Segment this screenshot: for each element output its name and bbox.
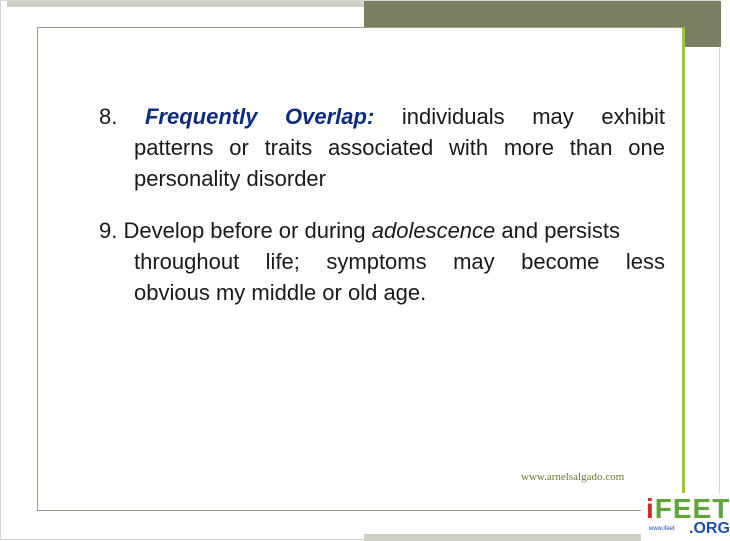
logo-website: www.ifeet <box>649 526 675 532</box>
list-item-8-line-2: patterns or traits associated with more than one <box>134 135 665 160</box>
logo-wordmark-rest: FEET <box>654 493 730 524</box>
list-item-8-line-1-text: individuals may exhibit <box>374 104 665 129</box>
list-item-9-line-1-post: and persists <box>495 218 621 243</box>
list-item-8-heading: Frequently Overlap: <box>144 104 375 129</box>
top-left-rule <box>7 1 364 7</box>
ifeet-logo <box>641 493 730 541</box>
list-item-8-line-1 <box>99 101 665 132</box>
list-item-9 <box>99 215 665 308</box>
list-item-8-line-3: personality disorder <box>134 166 326 191</box>
source-credit: www.arnelsalgado.com <box>521 471 625 483</box>
list-item-9-line-2: throughout life; symptoms may become less <box>134 249 665 274</box>
list-item-9-line-1-pre: Develop before or during <box>117 218 372 243</box>
list-item-8 <box>99 101 665 194</box>
logo-wordmark-i: i <box>646 493 655 524</box>
list-item-9-line-1 <box>99 215 665 246</box>
list-item-9-emphasis: adolescence <box>371 218 496 243</box>
logo-wordmark <box>646 495 730 523</box>
list-item-8-number: 8. <box>99 104 118 129</box>
list-item-9-number: 9. <box>99 218 118 243</box>
list-item-9-line-3: obvious my middle or old age. <box>134 280 427 305</box>
logo-tld: .ORG <box>689 520 730 537</box>
